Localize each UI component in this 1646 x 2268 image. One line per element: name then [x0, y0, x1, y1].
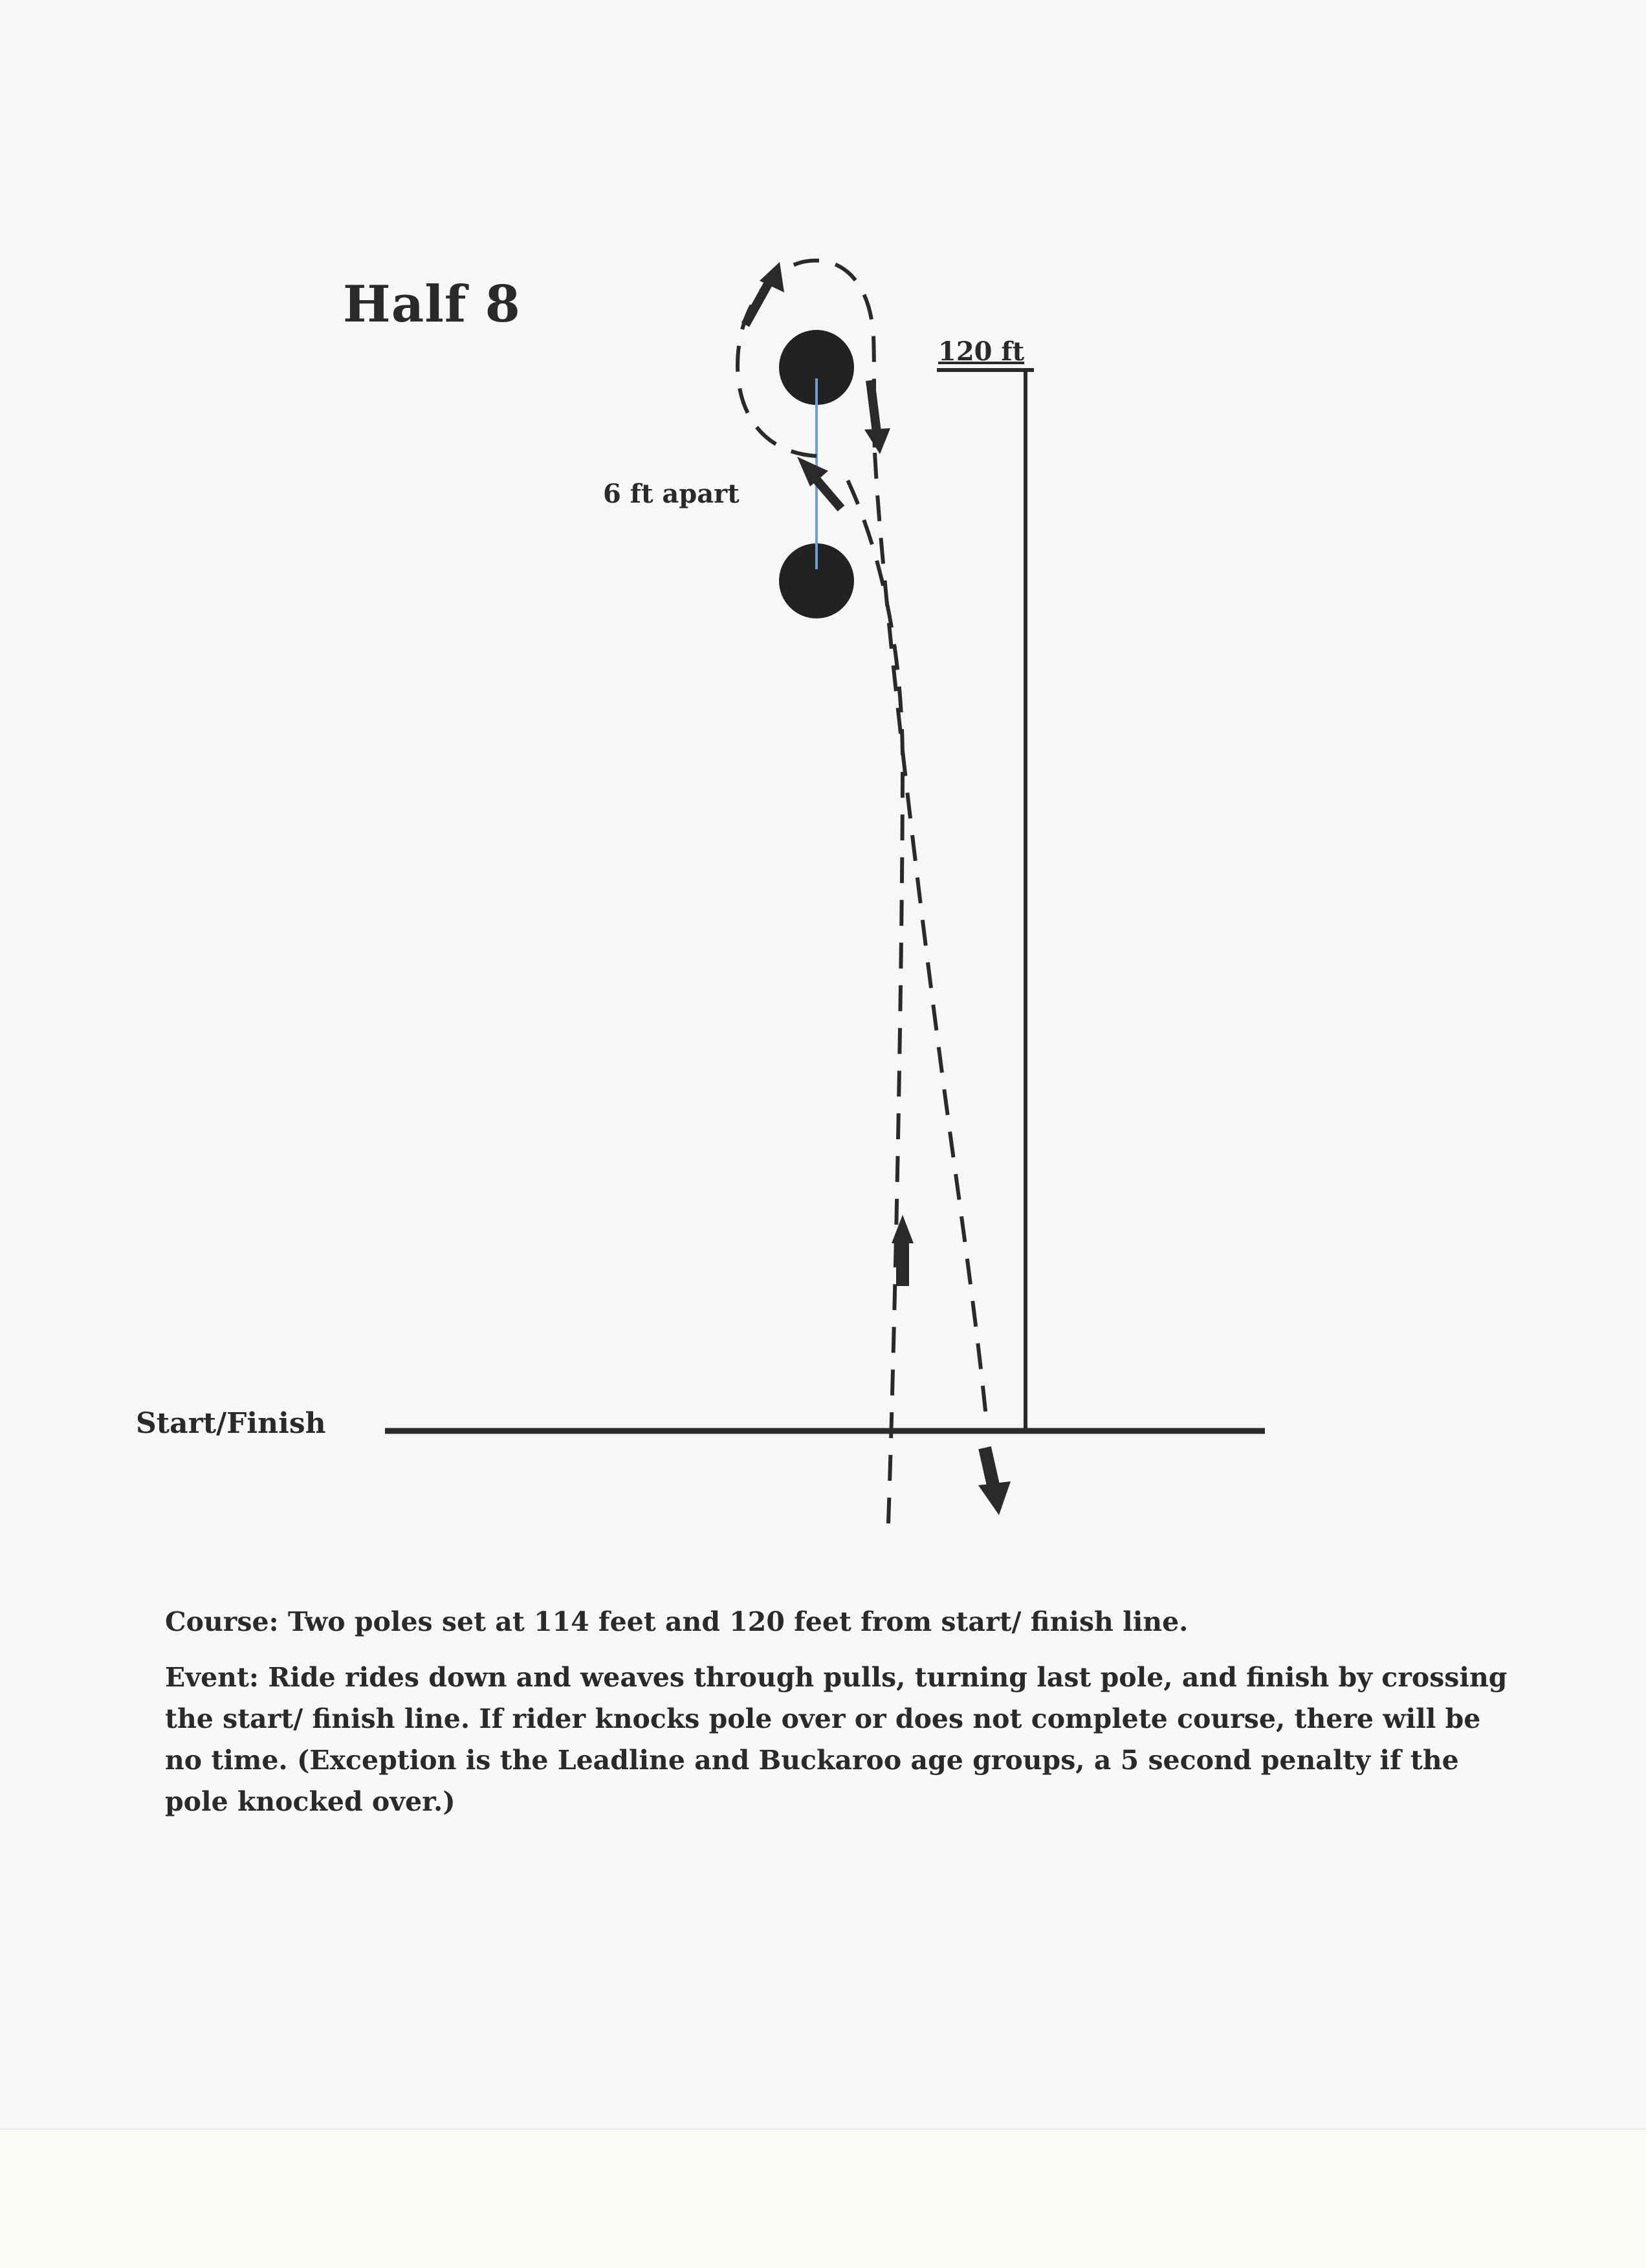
outbound-path — [848, 480, 903, 1523]
pole-spacing-label: 6 ft apart — [603, 479, 740, 509]
course-description — [165, 1601, 1511, 1837]
arrow-loop-up-icon — [745, 262, 784, 325]
diagram-title: Half 8 — [343, 275, 521, 334]
arrow-down-finish-icon — [978, 1448, 1011, 1515]
course-rule-text: Course: Two poles set at 114 feet and 120 feet from start/ finish line. — [165, 1606, 1189, 1637]
arrow-loop-down-icon — [864, 380, 890, 454]
event-rule-text: Event: Ride rides down and weaves through pulls, turning last pole, and finish by crossing the start/ finish line. If rider knocks pole over or does not complete course, there will be no time. (Exception is the Leadline and Buckaroo age groups, a 5 second penalty if the pole knocked over.) — [165, 1662, 1508, 1817]
distance-label: 120 ft — [938, 336, 1025, 367]
arrow-approach-pole-icon — [797, 457, 841, 508]
start-finish-label: Start/Finish — [136, 1407, 326, 1440]
return-path — [875, 453, 987, 1423]
